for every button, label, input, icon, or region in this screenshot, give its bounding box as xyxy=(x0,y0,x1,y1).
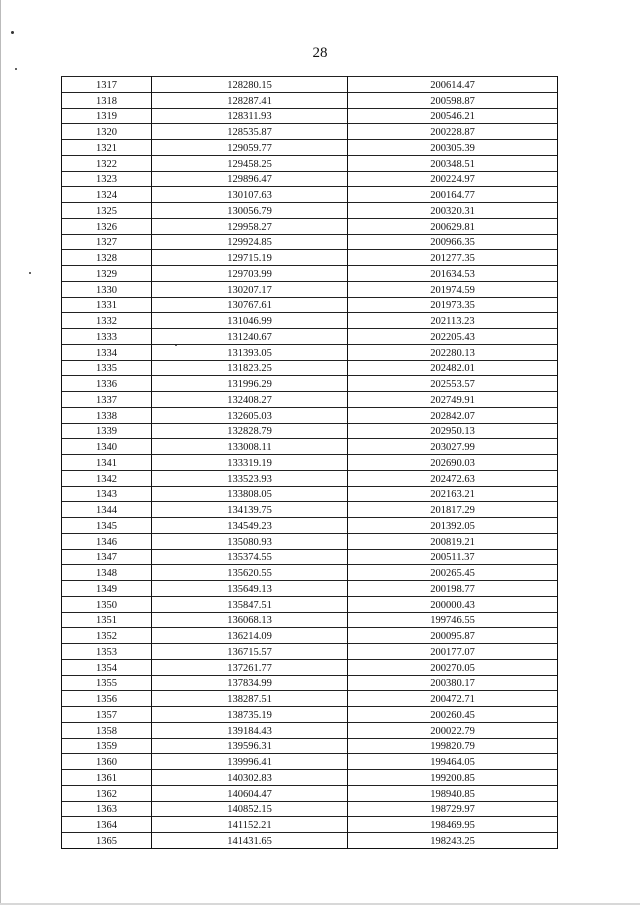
table-row xyxy=(62,297,558,313)
scan-speck xyxy=(15,68,17,70)
table-row xyxy=(62,124,558,140)
y-coordinate-cell: 200224.97 xyxy=(348,171,558,187)
x-coordinate-cell: 135620.55 xyxy=(152,565,348,581)
y-coordinate-cell: 200511.37 xyxy=(348,549,558,565)
y-coordinate-cell: 200546.21 xyxy=(348,108,558,124)
x-coordinate-cell: 138735.19 xyxy=(152,707,348,723)
table-row xyxy=(62,612,558,628)
x-coordinate-cell: 133808.05 xyxy=(152,486,348,502)
point-number-cell: 1364 xyxy=(62,817,152,833)
table-row xyxy=(62,486,558,502)
table-row xyxy=(62,754,558,770)
x-coordinate-cell: 131393.05 xyxy=(152,344,348,360)
y-coordinate-cell: 202842.07 xyxy=(348,407,558,423)
y-coordinate-cell: 199820.79 xyxy=(348,738,558,754)
y-coordinate-cell: 203027.99 xyxy=(348,439,558,455)
y-coordinate-cell: 202113.23 xyxy=(348,313,558,329)
point-number-cell: 1340 xyxy=(62,439,152,455)
y-coordinate-cell: 201817.29 xyxy=(348,502,558,518)
table-row xyxy=(62,187,558,203)
y-coordinate-cell: 200177.07 xyxy=(348,644,558,660)
table-row xyxy=(62,281,558,297)
point-number-cell: 1329 xyxy=(62,266,152,282)
y-coordinate-cell: 200228.87 xyxy=(348,124,558,140)
table-row xyxy=(62,376,558,392)
point-number-cell: 1339 xyxy=(62,423,152,439)
y-coordinate-cell: 201277.35 xyxy=(348,250,558,266)
x-coordinate-cell: 135649.13 xyxy=(152,581,348,597)
table-row xyxy=(62,738,558,754)
point-number-cell: 1344 xyxy=(62,502,152,518)
x-coordinate-cell: 130767.61 xyxy=(152,297,348,313)
point-number-cell: 1325 xyxy=(62,203,152,219)
x-coordinate-cell: 140302.83 xyxy=(152,770,348,786)
y-coordinate-cell: 200472.71 xyxy=(348,691,558,707)
x-coordinate-cell: 137834.99 xyxy=(152,675,348,691)
table-row xyxy=(62,250,558,266)
y-coordinate-cell: 201974.59 xyxy=(348,281,558,297)
x-coordinate-cell: 139596.31 xyxy=(152,738,348,754)
point-number-cell: 1327 xyxy=(62,234,152,250)
y-coordinate-cell: 202163.21 xyxy=(348,486,558,502)
y-coordinate-cell: 202482.01 xyxy=(348,360,558,376)
table-row xyxy=(62,833,558,849)
point-number-cell: 1337 xyxy=(62,392,152,408)
table-row xyxy=(62,155,558,171)
y-coordinate-cell: 199464.05 xyxy=(348,754,558,770)
y-coordinate-cell: 200270.05 xyxy=(348,659,558,675)
table-row xyxy=(62,360,558,376)
x-coordinate-cell: 138287.51 xyxy=(152,691,348,707)
point-number-cell: 1356 xyxy=(62,691,152,707)
point-number-cell: 1354 xyxy=(62,659,152,675)
table-row xyxy=(62,407,558,423)
table-row xyxy=(62,785,558,801)
scan-speck xyxy=(29,272,31,274)
table-row xyxy=(62,644,558,660)
y-coordinate-cell: 201973.35 xyxy=(348,297,558,313)
x-coordinate-cell: 139996.41 xyxy=(152,754,348,770)
x-coordinate-cell: 132828.79 xyxy=(152,423,348,439)
x-coordinate-cell: 128287.41 xyxy=(152,92,348,108)
point-number-cell: 1360 xyxy=(62,754,152,770)
table-row xyxy=(62,722,558,738)
point-number-cell: 1319 xyxy=(62,108,152,124)
x-coordinate-cell: 130056.79 xyxy=(152,203,348,219)
point-number-cell: 1322 xyxy=(62,155,152,171)
point-number-cell: 1320 xyxy=(62,124,152,140)
point-number-cell: 1348 xyxy=(62,565,152,581)
point-number-cell: 1324 xyxy=(62,187,152,203)
x-coordinate-cell: 131823.25 xyxy=(152,360,348,376)
table-row xyxy=(62,770,558,786)
point-number-cell: 1346 xyxy=(62,533,152,549)
table-row xyxy=(62,691,558,707)
table-row xyxy=(62,455,558,471)
y-coordinate-cell: 202205.43 xyxy=(348,329,558,345)
x-coordinate-cell: 136715.57 xyxy=(152,644,348,660)
x-coordinate-cell: 129059.77 xyxy=(152,140,348,156)
x-coordinate-cell: 141431.65 xyxy=(152,833,348,849)
y-coordinate-cell: 200614.47 xyxy=(348,77,558,93)
x-coordinate-cell: 135374.55 xyxy=(152,549,348,565)
x-coordinate-cell: 135080.93 xyxy=(152,533,348,549)
table-row xyxy=(62,801,558,817)
y-coordinate-cell: 200320.31 xyxy=(348,203,558,219)
x-coordinate-cell: 133008.11 xyxy=(152,439,348,455)
table-row xyxy=(62,140,558,156)
x-coordinate-cell: 129458.25 xyxy=(152,155,348,171)
point-number-cell: 1341 xyxy=(62,455,152,471)
y-coordinate-cell: 201392.05 xyxy=(348,518,558,534)
point-number-cell: 1332 xyxy=(62,313,152,329)
page-number: 28 xyxy=(312,45,328,61)
y-coordinate-cell: 200265.45 xyxy=(348,565,558,581)
x-coordinate-cell: 129958.27 xyxy=(152,218,348,234)
y-coordinate-cell: 200819.21 xyxy=(348,533,558,549)
table-row xyxy=(62,581,558,597)
point-number-cell: 1347 xyxy=(62,549,152,565)
y-coordinate-cell: 202472.63 xyxy=(348,470,558,486)
x-coordinate-cell: 139184.43 xyxy=(152,722,348,738)
y-coordinate-cell: 200022.79 xyxy=(348,722,558,738)
table-row xyxy=(62,518,558,534)
point-number-cell: 1362 xyxy=(62,785,152,801)
point-number-cell: 1342 xyxy=(62,470,152,486)
table-row xyxy=(62,92,558,108)
x-coordinate-cell: 131996.29 xyxy=(152,376,348,392)
x-coordinate-cell: 134139.75 xyxy=(152,502,348,518)
y-coordinate-cell: 200380.17 xyxy=(348,675,558,691)
table-row xyxy=(62,565,558,581)
x-coordinate-cell: 140852.15 xyxy=(152,801,348,817)
coordinates-table-body xyxy=(62,77,558,849)
y-coordinate-cell: 198940.85 xyxy=(348,785,558,801)
x-coordinate-cell: 140604.47 xyxy=(152,785,348,801)
y-coordinate-cell: 198243.25 xyxy=(348,833,558,849)
x-coordinate-cell: 129715.19 xyxy=(152,250,348,266)
point-number-cell: 1331 xyxy=(62,297,152,313)
y-coordinate-cell: 200095.87 xyxy=(348,628,558,644)
point-number-cell: 1317 xyxy=(62,77,152,93)
x-coordinate-cell: 129924.85 xyxy=(152,234,348,250)
x-coordinate-cell: 131046.99 xyxy=(152,313,348,329)
table-row xyxy=(62,171,558,187)
point-number-cell: 1338 xyxy=(62,407,152,423)
x-coordinate-cell: 136068.13 xyxy=(152,612,348,628)
point-number-cell: 1335 xyxy=(62,360,152,376)
x-coordinate-cell: 141152.21 xyxy=(152,817,348,833)
point-number-cell: 1326 xyxy=(62,218,152,234)
table-row xyxy=(62,423,558,439)
x-coordinate-cell: 137261.77 xyxy=(152,659,348,675)
table-row xyxy=(62,502,558,518)
table-row xyxy=(62,203,558,219)
point-number-cell: 1349 xyxy=(62,581,152,597)
y-coordinate-cell: 202280.13 xyxy=(348,344,558,360)
table-row xyxy=(62,344,558,360)
y-coordinate-cell: 198729.97 xyxy=(348,801,558,817)
y-coordinate-cell: 200348.51 xyxy=(348,155,558,171)
x-coordinate-cell: 132408.27 xyxy=(152,392,348,408)
table-row xyxy=(62,628,558,644)
table-row xyxy=(62,218,558,234)
point-number-cell: 1334 xyxy=(62,344,152,360)
table-row xyxy=(62,659,558,675)
y-coordinate-cell: 202553.57 xyxy=(348,376,558,392)
table-row xyxy=(62,392,558,408)
y-coordinate-cell: 199746.55 xyxy=(348,612,558,628)
table-row xyxy=(62,707,558,723)
y-coordinate-cell: 200198.77 xyxy=(348,581,558,597)
point-number-cell: 1359 xyxy=(62,738,152,754)
point-number-cell: 1328 xyxy=(62,250,152,266)
table-row xyxy=(62,313,558,329)
x-coordinate-cell: 128280.15 xyxy=(152,77,348,93)
coordinates-table xyxy=(61,76,558,849)
x-coordinate-cell: 132605.03 xyxy=(152,407,348,423)
x-coordinate-cell: 133523.93 xyxy=(152,470,348,486)
point-number-cell: 1361 xyxy=(62,770,152,786)
point-number-cell: 1336 xyxy=(62,376,152,392)
x-coordinate-cell: 129896.47 xyxy=(152,171,348,187)
point-number-cell: 1323 xyxy=(62,171,152,187)
x-coordinate-cell: 134549.23 xyxy=(152,518,348,534)
y-coordinate-cell: 199200.85 xyxy=(348,770,558,786)
table-row xyxy=(62,675,558,691)
point-number-cell: 1321 xyxy=(62,140,152,156)
y-coordinate-cell: 201634.53 xyxy=(348,266,558,282)
point-number-cell: 1363 xyxy=(62,801,152,817)
y-coordinate-cell: 200305.39 xyxy=(348,140,558,156)
point-number-cell: 1352 xyxy=(62,628,152,644)
point-number-cell: 1333 xyxy=(62,329,152,345)
point-number-cell: 1357 xyxy=(62,707,152,723)
point-number-cell: 1330 xyxy=(62,281,152,297)
table-row xyxy=(62,439,558,455)
table-row xyxy=(62,470,558,486)
page-edge xyxy=(0,0,1,905)
y-coordinate-cell: 200629.81 xyxy=(348,218,558,234)
table-row xyxy=(62,329,558,345)
y-coordinate-cell: 200000.43 xyxy=(348,596,558,612)
y-coordinate-cell: 200966.35 xyxy=(348,234,558,250)
x-coordinate-cell: 129703.99 xyxy=(152,266,348,282)
y-coordinate-cell: 200598.87 xyxy=(348,92,558,108)
y-coordinate-cell: 202950.13 xyxy=(348,423,558,439)
x-coordinate-cell: 128311.93 xyxy=(152,108,348,124)
y-coordinate-cell: 202749.91 xyxy=(348,392,558,408)
point-number-cell: 1345 xyxy=(62,518,152,534)
x-coordinate-cell: 128535.87 xyxy=(152,124,348,140)
point-number-cell: 1358 xyxy=(62,722,152,738)
x-coordinate-cell: 133319.19 xyxy=(152,455,348,471)
x-coordinate-cell: 135847.51 xyxy=(152,596,348,612)
table-row xyxy=(62,533,558,549)
table-row xyxy=(62,549,558,565)
table-row xyxy=(62,108,558,124)
point-number-cell: 1351 xyxy=(62,612,152,628)
table-row xyxy=(62,596,558,612)
point-number-cell: 1343 xyxy=(62,486,152,502)
point-number-cell: 1353 xyxy=(62,644,152,660)
y-coordinate-cell: 200260.45 xyxy=(348,707,558,723)
y-coordinate-cell: 202690.03 xyxy=(348,455,558,471)
table-row xyxy=(62,817,558,833)
point-number-cell: 1355 xyxy=(62,675,152,691)
point-number-cell: 1318 xyxy=(62,92,152,108)
x-coordinate-cell: 130107.63 xyxy=(152,187,348,203)
table-row xyxy=(62,234,558,250)
x-coordinate-cell: 131240.67 xyxy=(152,329,348,345)
x-coordinate-cell: 130207.17 xyxy=(152,281,348,297)
x-coordinate-cell: 136214.09 xyxy=(152,628,348,644)
table-row xyxy=(62,266,558,282)
point-number-cell: 1350 xyxy=(62,596,152,612)
scan-speck xyxy=(11,31,14,34)
y-coordinate-cell: 200164.77 xyxy=(348,187,558,203)
point-number-cell: 1365 xyxy=(62,833,152,849)
y-coordinate-cell: 198469.95 xyxy=(348,817,558,833)
table-row xyxy=(62,77,558,93)
